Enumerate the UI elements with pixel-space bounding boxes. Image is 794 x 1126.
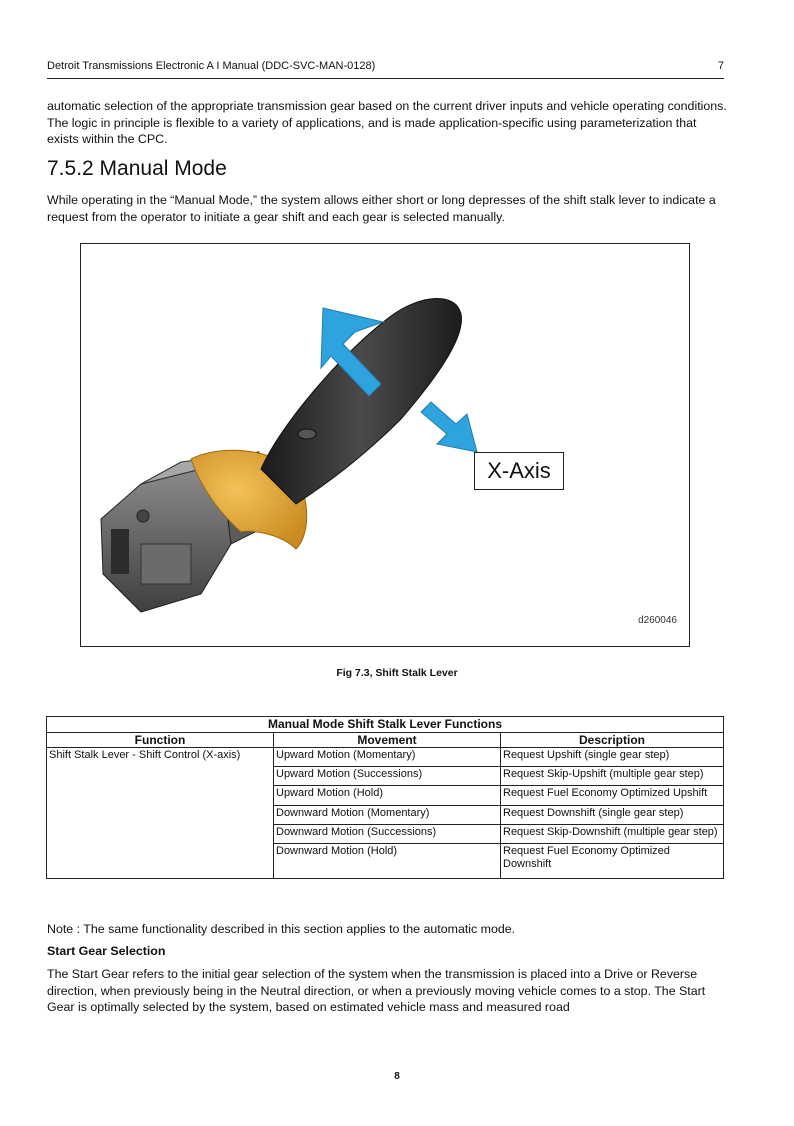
description-cell: Request Skip-Upshift (multiple gear step)	[501, 767, 724, 786]
start-gear-heading: Start Gear Selection	[47, 944, 166, 958]
function-cell: Shift Stalk Lever - Shift Control (X-axis)	[47, 748, 274, 879]
column-header-function: Function	[47, 732, 274, 748]
movement-cell: Upward Motion (Momentary)	[274, 748, 501, 767]
movement-cell: Upward Motion (Successions)	[274, 767, 501, 786]
description-cell: Request Skip-Downshift (multiple gear step)	[501, 824, 724, 843]
intro-paragraph: automatic selection of the appropriate transmission gear based on the current driver inputs and vehicle operating conditions. The logic in principle is flexible to a variety of applications, and is made application-specific using parameterization that exists within the CPC.	[47, 99, 727, 146]
movement-cell: Downward Motion (Successions)	[274, 824, 501, 843]
movement-cell: Upward Motion (Hold)	[274, 786, 501, 805]
shift-stalk-illustration	[81, 244, 690, 647]
note-text: Note : The same functionality described in this section applies to the automatic mode.	[47, 922, 516, 936]
document-title: Detroit Transmissions Electronic A I Manual (DDC-SVC-MAN-0128)	[47, 60, 376, 72]
downshift-arrow	[421, 402, 477, 452]
column-header-description: Description	[501, 732, 724, 748]
figure-caption: Fig 7.3, Shift Stalk Lever	[336, 667, 458, 679]
functions-table	[46, 716, 724, 879]
description-cell: Request Fuel Economy Optimized Upshift	[501, 786, 724, 805]
x-axis-label: X-Axis	[474, 452, 564, 490]
section-paragraph: While operating in the “Manual Mode,” the system allows either short or long depresses of the shift stalk lever to indicate a request from the operator to initiate a gear shift and each gear is selected manually.	[47, 193, 716, 224]
shift-stalk-figure	[80, 243, 690, 647]
movement-cell: Downward Motion (Momentary)	[274, 805, 501, 824]
table-row	[47, 748, 724, 767]
page-header	[47, 60, 724, 79]
header-page-number: 7	[717, 60, 724, 72]
description-cell: Request Upshift (single gear step)	[501, 748, 724, 767]
lever-button	[298, 429, 316, 439]
description-cell: Request Fuel Economy Optimized Downshift	[501, 844, 724, 879]
section-heading: 7.5.2 Manual Mode	[47, 157, 227, 180]
column-header-movement: Movement	[274, 732, 501, 748]
table-title: Manual Mode Shift Stalk Lever Functions	[47, 717, 724, 733]
description-cell: Request Downshift (single gear step)	[501, 805, 724, 824]
footer-page-number: 8	[394, 1071, 400, 1082]
figure-id: d260046	[638, 615, 677, 626]
movement-cell: Downward Motion (Hold)	[274, 844, 501, 879]
start-gear-paragraph: The Start Gear refers to the initial gear selection of the system when the transmission is placed into a Drive or Reverse direction, when previously being in the Neutral direction, or when a previously moving vehicle comes to a stop. The Start Gear is optimally selected by the system, based on estimated vehicle mass and measured road	[47, 967, 706, 1014]
